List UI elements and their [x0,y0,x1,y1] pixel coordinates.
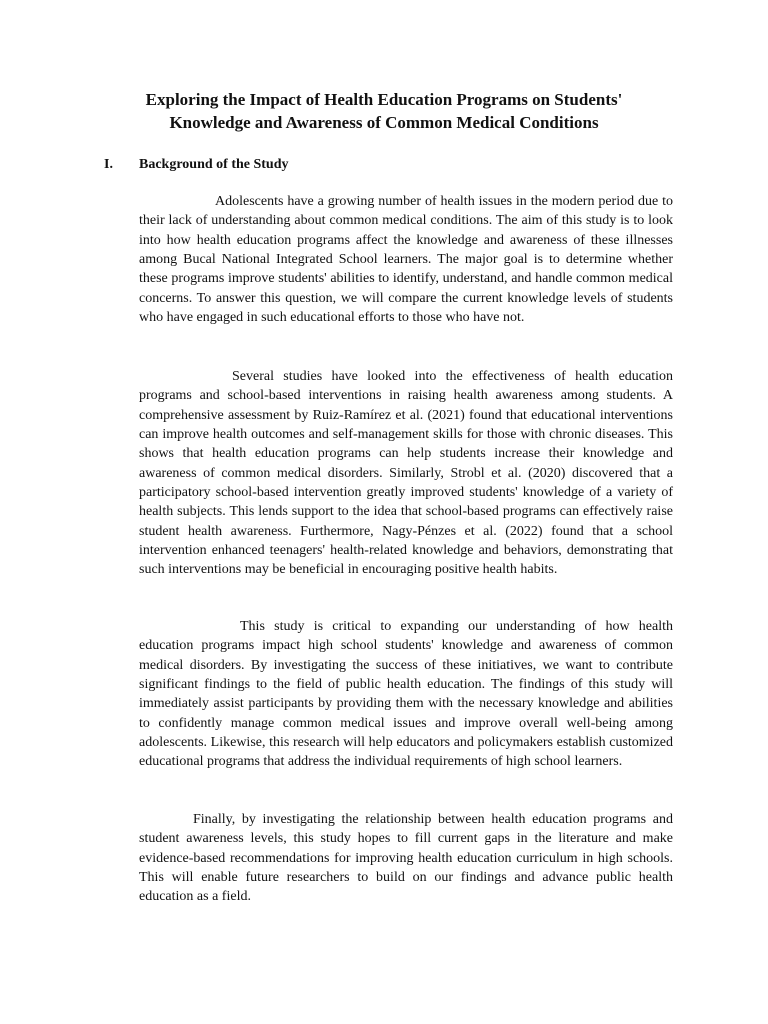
section-heading: Background of the Study [139,157,289,172]
title-line-2: Knowledge and Awareness of Common Medical Conditions [169,113,599,132]
document-title [100,88,668,134]
paragraph: Several studies have looked into the effectiveness of health education programs and school-based interventions in raising health awareness among students. A comprehensive assessment by Ruiz-Ramírez et al. (2021) found that educational interventions can improve health outcomes and self-management skills for those with chronic diseases. This shows that health education programs can help students increase their knowledge and awareness of common medical disorders. Similarly, Strobl et al. (2020) discovered that a participatory school-based intervention greatly improved students' knowledge of a variety of health subjects. This lends support to the idea that school-based programs can effectively raise student health awareness. Furthermore, Nagy-Pénzes et al. (2022) found that a school intervention enhanced teenagers' health-related knowledge and behaviors, demonstrating that such interventions may be beneficial in encouraging positive health habits. [139,369,673,578]
title-line-1: Exploring the Impact of Health Education Programs on Students' [145,90,623,109]
paragraph: This study is critical to expanding our understanding of how health education programs impact high school students' knowledge and awareness of common medical disorders. By investigating the success of these initiatives, we want to contribute significant findings to the field of public health education. The findings of this study will immediately assist participants by providing them with the necessary knowledge and abilities to confidently manage common medical issues and improve overall well-being among adolescents. Likewise, this research will help educators and policymakers establish customized educational programs that address the individual requirements of high school learners. [139,619,673,770]
paragraph: Adolescents have a growing number of health issues in the modern period due to their lack of understanding about common medical conditions. The aim of this study is to look into how health education programs affect the knowledge and awareness of these illnesses among Bucal National Integrated School learners. The major goal is to determine whether these programs improve students' abilities to identify, understand, and handle common medical concerns. To answer this question, we will compare the current knowledge levels of students who have engaged in such educational efforts to those who have not. [139,194,673,326]
section-number: I. [104,157,113,172]
paragraph: Finally, by investigating the relationship between health education programs and student awareness levels, this study hopes to fill current gaps in the literature and make evidence-based recommendations for improving health education curriculum in high schools. This will enable future researchers to build on our findings and advance public health education as a field. [139,812,673,905]
